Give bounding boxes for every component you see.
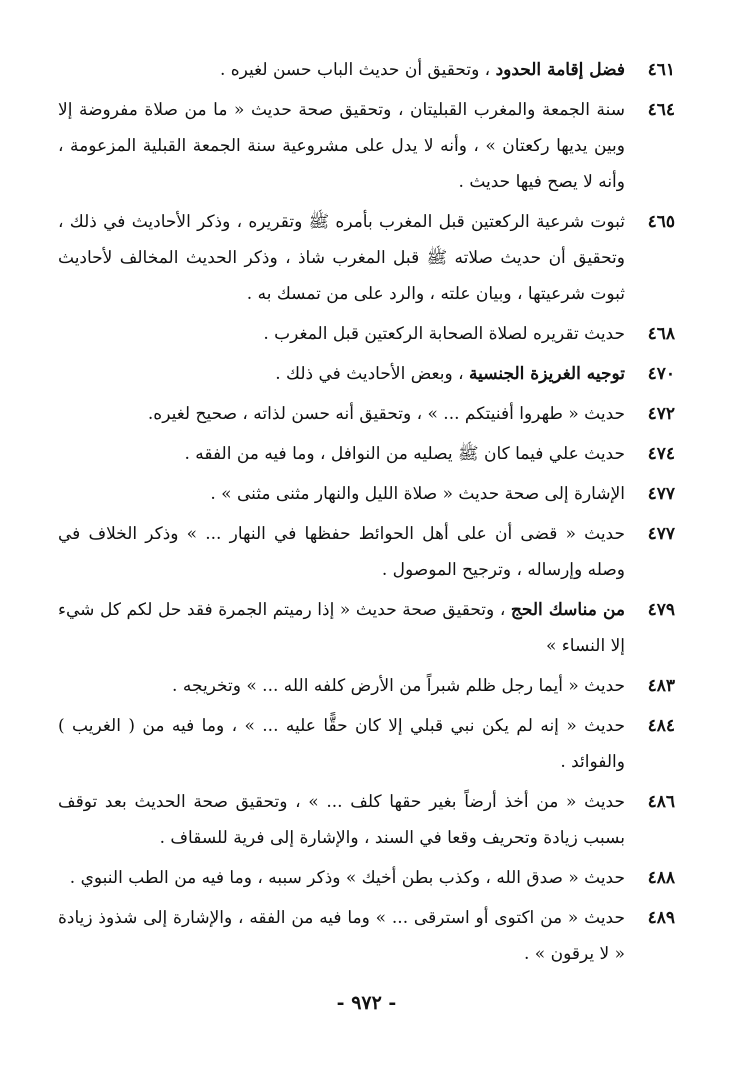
entry-description: حديث علي فيما كان ﷺ يصليه من النوافل ، وما فيه من الفقه .: [184, 444, 625, 464]
entry-description: ، وبعض الأحاديث في ذلك .: [275, 364, 469, 384]
entry-page-number: ٤٧٠: [647, 364, 675, 384]
entry-text: [58, 900, 625, 972]
entry-description: حديث « أيما رجل ظلم شبراً من الأرض كلفه الله ... » وتخريجه .: [172, 676, 625, 696]
entry-text: [58, 784, 625, 856]
index-entry: [58, 92, 675, 200]
index-entry: [58, 860, 675, 896]
entry-text: [58, 592, 625, 664]
entry-page-number: ٤٦١: [647, 60, 675, 80]
index-entry: [58, 784, 675, 856]
index-entry: [58, 316, 675, 352]
entry-description: حديث تقريره لصلاة الصحابة الركعتين قبل المغرب .: [263, 324, 625, 344]
index-entry: [58, 52, 675, 88]
entry-text: [58, 668, 625, 704]
entry-heading: توجيه الغريزة الجنسية: [468, 364, 625, 384]
entry-text: [58, 436, 625, 472]
entry-heading: فضل إقامة الحدود: [495, 60, 625, 80]
index-entry: [58, 436, 675, 472]
entry-text: [58, 708, 625, 780]
entry-page-number: ٤٧٧: [647, 484, 675, 504]
entry-page-number: ٤٨٣: [647, 676, 675, 696]
entry-page-number: ٤٨٤: [647, 716, 675, 736]
entry-page-number: ٤٧٢: [647, 404, 675, 424]
entry-page-number: ٤٦٥: [647, 212, 675, 232]
entry-page-number: ٤٦٤: [647, 100, 675, 120]
entry-description: حديث « صدق الله ، وكذب بطن أخيك » وذكر سببه ، وما فيه من الطب النبوي .: [69, 868, 625, 888]
entry-page-number: ٤٨٨: [647, 868, 675, 888]
entry-description: حديث « طهروا أفنيتكم ... » ، وتحقيق أنه حسن لذاته ، صحيح لغيره.: [147, 404, 625, 424]
index-entry: [58, 592, 675, 664]
entry-heading: من مناسك الحج: [510, 600, 625, 620]
entry-text: [58, 92, 625, 200]
entry-page-number: ٤٨٩: [647, 908, 675, 928]
entry-page-number: ٤٨٦: [647, 792, 675, 812]
index-entry: [58, 668, 675, 704]
index-entry: [58, 204, 675, 312]
page-number: - ٩٧٢ -: [336, 992, 397, 1014]
index-entry: [58, 900, 675, 972]
entry-text: [58, 356, 625, 392]
entry-description: حديث « قضى أن على أهل الحوائط حفظها في النهار ... » وذكر الخلاف في وصله وإرساله ، وترجيح الموصول .: [58, 524, 625, 580]
entry-description: ثبوت شرعية الركعتين قبل المغرب بأمره ﷺ وتقريره ، وذكر الأحاديث في ذلك ، وتحقيق أن حديث صلاته ﷺ قبل المغرب شاذ ، وذكر الحديث المخالف لأحاديث ثبوت شرعيتها ، وبيان علته ، والرد على من تمسك به .: [58, 212, 625, 304]
entry-description: ، وتحقيق أن حديث الباب حسن لغيره .: [219, 60, 496, 80]
index-entry: [58, 356, 675, 392]
index-entry: [58, 708, 675, 780]
entry-description: حديث « من أخذ أرضاً بغير حقها كلف ... » ، وتحقيق صحة الحديث بعد توقف بسبب زيادة وتحريف وقعا في السند ، والإشارة إلى فرية للسقاف .: [58, 792, 625, 848]
index-entry: [58, 516, 675, 588]
entry-description: سنة الجمعة والمغرب القبليتان ، وتحقيق صحة حديث « ما من صلاة مفروضة إلا وبين يديها ركعتان » ، وأنه لا يدل على مشروعية سنة الجمعة القبلية المزعومة ، وأنه لا يصح فيها حديث .: [58, 100, 625, 192]
index-entry: [58, 396, 675, 432]
entry-page-number: ٤٧٧: [647, 524, 675, 544]
entry-text: [58, 396, 625, 432]
entry-page-number: ٤٧٩: [647, 600, 675, 620]
entry-description: حديث « من اكتوى أو استرقى ... » وما فيه من الفقه ، والإشارة إلى شذوذ زيادة « لا يرقون » .: [58, 908, 625, 964]
index-list: [58, 52, 675, 972]
entry-text: [58, 860, 625, 896]
entry-description: حديث « إنه لم يكن نبي قبلي إلا كان حقًّا عليه ... » ، وما فيه من ( الغريب ) والفوائد .: [58, 716, 625, 772]
entry-text: [58, 204, 625, 312]
entry-page-number: ٤٧٤: [647, 444, 675, 464]
entry-text: [58, 52, 625, 88]
entry-description: الإشارة إلى صحة حديث « صلاة الليل والنهار مثنى مثنى » .: [210, 484, 625, 504]
entry-text: [58, 476, 625, 512]
entry-text: [58, 316, 625, 352]
entry-description: ، وتحقيق صحة حديث « إذا رميتم الجمرة فقد حل لكم كل شيء إلا النساء »: [58, 600, 625, 656]
entry-text: [58, 516, 625, 588]
index-entry: [58, 476, 675, 512]
entry-page-number: ٤٦٨: [647, 324, 675, 344]
